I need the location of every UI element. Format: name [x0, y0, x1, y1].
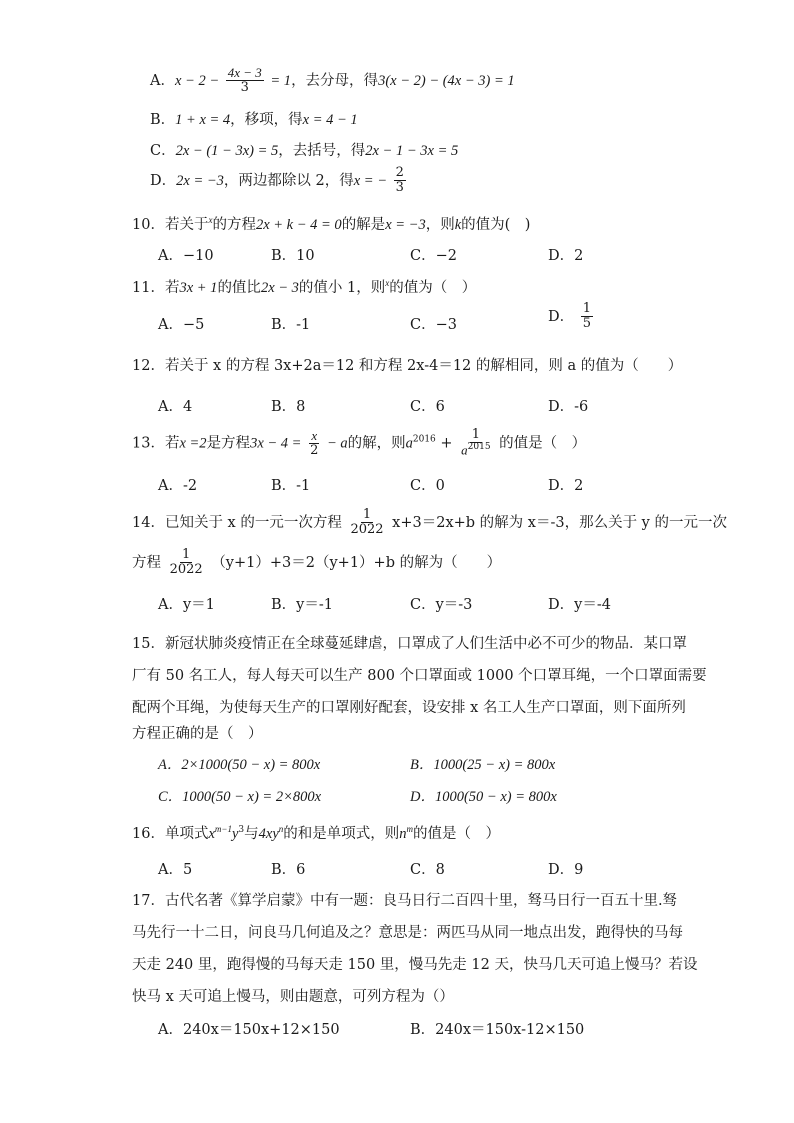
q16-option-b: B．6 — [271, 862, 306, 878]
q10-option-b: B．10 — [271, 248, 315, 264]
fraction: $\frac{4x - 3}{3}$ — [227, 65, 262, 96]
q15-line-2: 厂有 50 名工人，每人每天可以生产 800 个口罩面或 1000 个口罩耳绳，一个口罩面需要 — [132, 668, 707, 684]
q15-line-3: 配两个耳绳，为使每天生产的口罩刚好配套，设安排 x 名工人生产口罩面，则下面所列 — [132, 700, 686, 716]
q13-option-a: A．-2 — [158, 478, 198, 494]
q11-option-d: D． $\frac{1}{5}$ — [548, 301, 592, 332]
q16-option-c: C．8 — [410, 862, 445, 878]
q9-option-a: A．x − 2 − $\frac{4x - 3}{3}$ = 1，去分母，得3(x − 2) − (4x − 3) = 1 — [150, 65, 515, 96]
fraction: $\frac{1}{2022}$ — [169, 547, 203, 578]
fraction: $\frac{x}{2}$ — [310, 427, 319, 458]
q15-line-1: 15．新冠状肺炎疫情正在全球蔓延肆虐，口罩成了人们生活中必不可少的物品．某口罩 — [132, 636, 687, 652]
q13-option-c: C．0 — [410, 478, 445, 494]
q17-line-3: 天走 240 里，跑得慢的马每天走 150 里，慢马先走 12 天，快马几天可追上慢马？若设 — [132, 957, 698, 973]
q14-option-b: B．y＝-1 — [271, 597, 333, 613]
q11-option-a: A．−5 — [158, 317, 205, 333]
q16-option-d: D．9 — [548, 862, 584, 878]
fraction: $\frac{1}{2022}$ — [350, 507, 384, 538]
q13-option-b: B．-1 — [271, 478, 311, 494]
q9-option-d: D．2x = −3，两边都除以 2，得x = − $\frac{2}{3}$ — [150, 165, 404, 196]
fraction: $\frac{2}{3}$ — [395, 165, 404, 196]
q14-option-c: C．y＝-3 — [410, 597, 473, 613]
fraction: $\frac{1}{a^{2015}}$ — [461, 427, 491, 458]
q15-option-b: B．1000(25 − x) = 800x — [410, 757, 556, 773]
q11-stem: 11．若3x + 1的值比2x − 3的值小 1，则$^x$的值为（ ） — [132, 278, 477, 296]
q12-option-d: D．-6 — [548, 399, 589, 415]
q15-line-4: 方程正确的是（ ） — [132, 726, 263, 742]
q17-line-4: 快马 x 天可追上慢马，则由题意，可列方程为（） — [132, 989, 454, 1005]
q10-option-c: C．−2 — [410, 248, 457, 264]
q17-line-1: 17．古代名著《算学启蒙》中有一题：良马日行二百四十里，驽马日行一百五十里.驽 — [132, 893, 678, 909]
q13-stem: 13．若x =2是方程3x − 4 = $\frac{x}{2}$ − a的解，则$a^{2016}$ + $\frac{1}{a^{2015}}$ 的值是（ ） — [132, 427, 587, 458]
q14-line-2: 方程 $\frac{1}{2022}$ （y+1）+3＝2（y+1）+b 的解为（ ） — [132, 547, 502, 578]
q15-option-a: A．2×1000(50 − x) = 800x — [158, 757, 321, 773]
q12-option-a: A．4 — [158, 399, 193, 415]
q11-option-c: C．−3 — [410, 317, 457, 333]
fraction: $\frac{1}{5}$ — [582, 301, 592, 332]
q14-option-a: A．y＝1 — [158, 597, 215, 613]
q15-option-c: C．1000(50 − x) = 2×800x — [158, 789, 322, 805]
q16-stem: 16．单项式$x^{m-1}y^3$与$4xy^n$的和是单项式，则$n^m$的值是（ ） — [132, 824, 501, 842]
q9-option-c: C．2x − (1 − 3x) = 5，去括号，得2x − 1 − 3x = 5 — [150, 143, 459, 159]
q9-option-b: B．1 + x = 4，移项，得x = 4 − 1 — [150, 112, 358, 128]
q12-stem: 12．若关于 x 的方程 3x+2a＝12 和方程 2x-4＝12 的解相同，则 a 的值为（ ） — [132, 358, 683, 374]
q15-option-d: D．1000(50 − x) = 800x — [410, 789, 557, 805]
q17-option-b: B．240x＝150x-12×150 — [410, 1022, 585, 1038]
q11-option-b: B．-1 — [271, 317, 311, 333]
q10-option-d: D．2 — [548, 248, 584, 264]
q10-stem: 10．若关于$^x$的方程2x + k − 4 = 0的解是x = −3，则k的值为( ) — [132, 215, 531, 233]
q10-option-a: A．−10 — [158, 248, 214, 264]
q14-option-d: D．y＝-4 — [548, 597, 611, 613]
q17-option-a: A．240x＝150x+12×150 — [158, 1022, 340, 1038]
q17-line-2: 马先行一十二日，问良马几何追及之？意思是：两匹马从同一地点出发，跑得快的马每 — [132, 925, 683, 941]
q13-option-d: D．2 — [548, 478, 584, 494]
q16-option-a: A．5 — [158, 862, 193, 878]
q12-option-c: C．6 — [410, 399, 445, 415]
q12-option-b: B．8 — [271, 399, 306, 415]
q14-line-1: 14．已知关于 x 的一元一次方程 $\frac{1}{2022}$ x+3＝2x+b 的解为 x＝-3，那么关于 y 的一元一次 — [132, 507, 727, 538]
